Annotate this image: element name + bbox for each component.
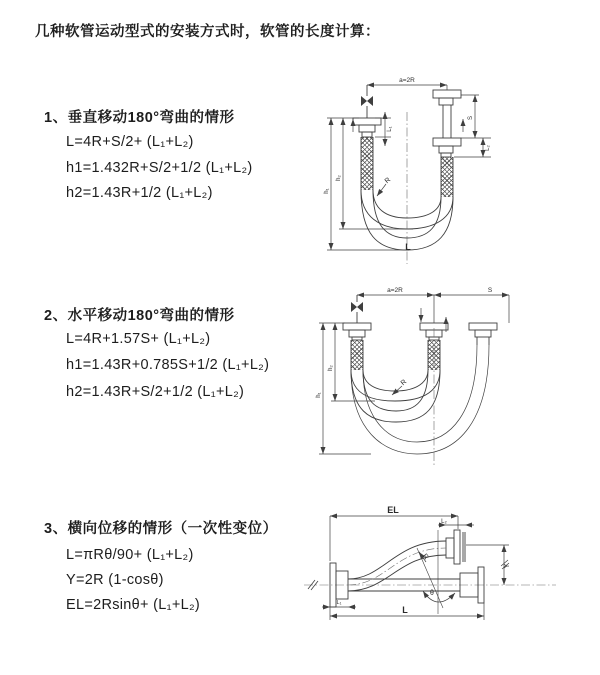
dim-label-y: Y [504,563,511,569]
section-3-heading: 3、横向位移的情形（一次性变位） [44,521,278,537]
formula-y: Y=2R (1-cosθ) [66,572,164,588]
radius-label: R [383,176,393,186]
dim-label-h1: h₁ [324,188,330,194]
formula-l: L=4R+1.57S+ (L₁+L₂) [66,331,211,347]
valve-icon [351,302,363,312]
dim-label-h2: h₂ [336,175,342,181]
length-label: L [402,605,408,615]
radius-label: R [420,552,430,562]
formula-h1: h1=1.43R+0.785S+1/2 (L₁+L₂) [66,357,270,373]
dim-label-a2r: a=2R [399,77,415,84]
dim-label-l2: L₂ [441,519,447,525]
radius-label: R [399,378,409,388]
formula-h2: h2=1.43R+S/2+1/2 (L₁+L₂) [66,384,245,400]
formula-l: L=πRθ/90+ (L₁+L₂) [66,547,194,563]
dim-label-l1: L₁ [336,600,342,606]
dim-label-h1: h₁ [316,392,322,398]
dim-label-el: EL [387,505,399,515]
dimensions [319,295,509,454]
dim-label-h2: h₂ [328,365,334,371]
dimensions [327,85,491,250]
dim-label-s: S [487,287,493,294]
dimensions [322,516,509,620]
section-1-heading: 1、垂直移动180°弯曲的情形 [44,110,235,126]
dim-label-a2r: a=2R [387,287,403,294]
dim-label-l1: L₁ [387,126,393,132]
dim-label-l2: L₂ [485,145,491,151]
diagram-vertical-180-bend [313,66,558,276]
angle-label: θ [430,590,434,597]
formula-el: EL=2Rsinθ+ (L₁+L₂) [66,597,201,613]
hose-assembly [330,530,484,607]
length-label: L [405,242,411,252]
diagram-lateral-displacement [298,496,568,636]
page-title: 几种软管运动型式的安装方式时，软管的长度计算： [35,24,380,40]
diagram-horizontal-180-bend [313,280,543,475]
hose-assembly [343,295,497,454]
section-2-heading: 2、水平移动180°弯曲的情形 [44,308,235,324]
valve-icon [361,96,373,106]
dim-label-s: S [468,115,474,121]
formula-h1: h1=1.432R+S/2+1/2 (L₁+L₂) [66,160,253,176]
formula-h2: h2=1.43R+1/2 (L₁+L₂) [66,185,213,201]
formula-l: L=4R+S/2+ (L₁+L₂) [66,134,194,150]
